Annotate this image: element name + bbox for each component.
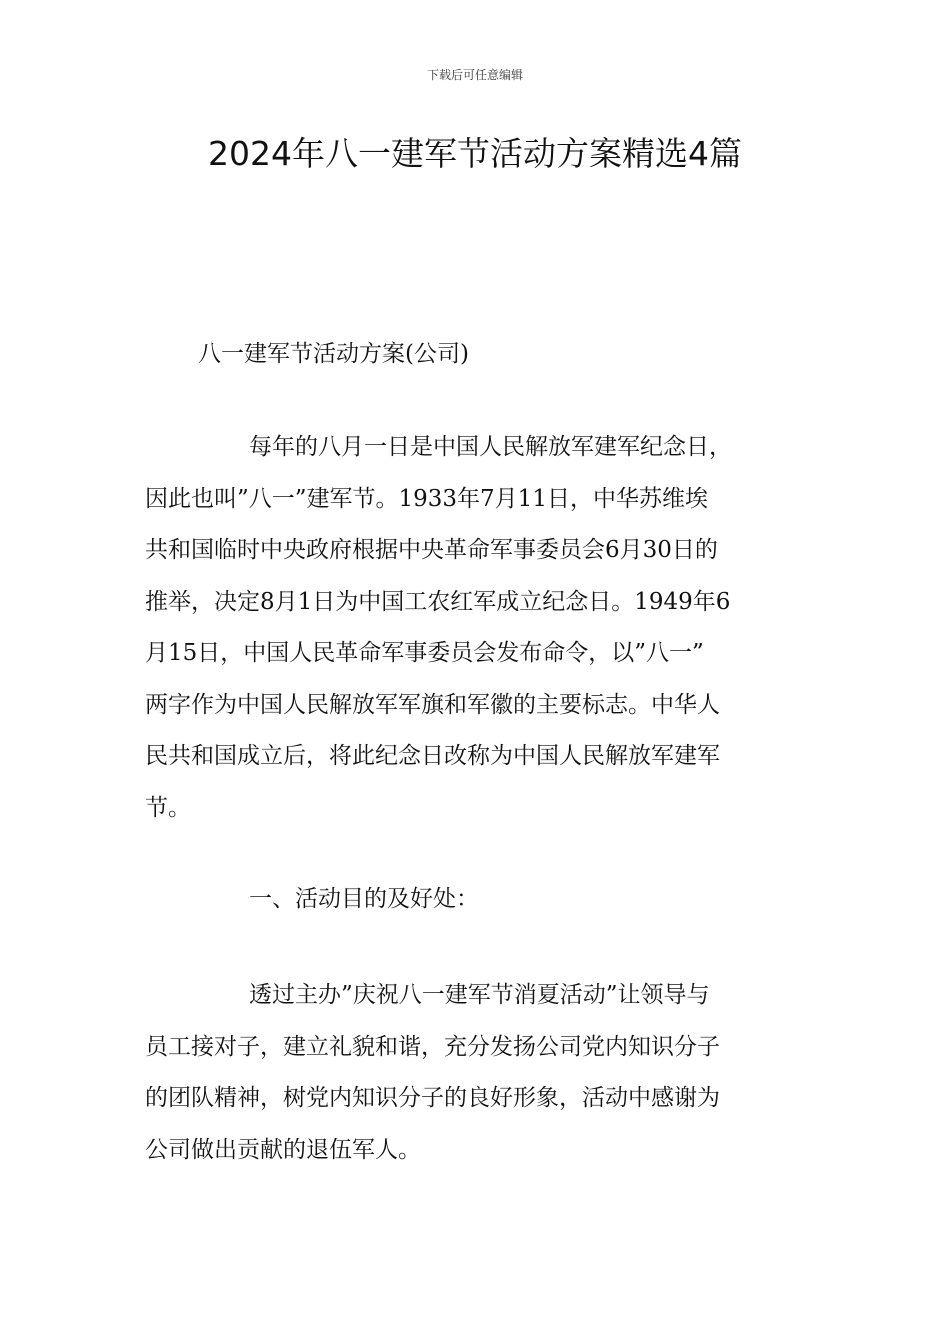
paragraph-history (145, 422, 810, 834)
document-subheading: 八一建军节活动方案(公司) (198, 341, 469, 367)
section-heading-purpose: 一、活动目的及好处： (249, 886, 479, 912)
paragraph-line: 的团队精神，树党内知识分子的良好形象，活动中感谢为 (145, 1085, 720, 1111)
header-note: 下载后可任意编辑 (426, 68, 523, 82)
paragraph-line: 推举，决定8月1日为中国工农红军成立纪念日。1949年6 (145, 588, 731, 615)
paragraph-line: 月15日，中国人民革命军事委员会发布命令，以”八一” (145, 640, 704, 666)
paragraph-line: 民共和国成立后，将此纪念日改称为中国人民解放军建军 (145, 743, 720, 769)
paragraph-line: 节。 (145, 794, 191, 821)
paragraph-line: 每年的八月一日是中国人民解放军建军纪念日， (249, 434, 732, 460)
paragraph-line: 两字作为中国人民解放军军旗和军徽的主要标志。中华人 (145, 691, 720, 718)
paragraph-line: 公司做出贡献的退伍军人。 (145, 1136, 421, 1163)
paragraph-purpose (145, 970, 810, 1176)
paragraph-line: 因此也叫”八一”建军节。1933年7月11日，中华苏维埃 (145, 485, 708, 512)
paragraph-line: 员工接对子，建立礼貌和谐，充分发扬公司党内知识分子 (145, 1033, 720, 1060)
paragraph-line: 共和国临时中央政府根据中央革命军事委员会6月30日的 (145, 537, 718, 563)
document-title: 2024年八一建军节活动方案精选4篇 (208, 134, 742, 173)
paragraph-line: 透过主办”庆祝八一建军节消夏活动”让领导与 (249, 982, 710, 1008)
